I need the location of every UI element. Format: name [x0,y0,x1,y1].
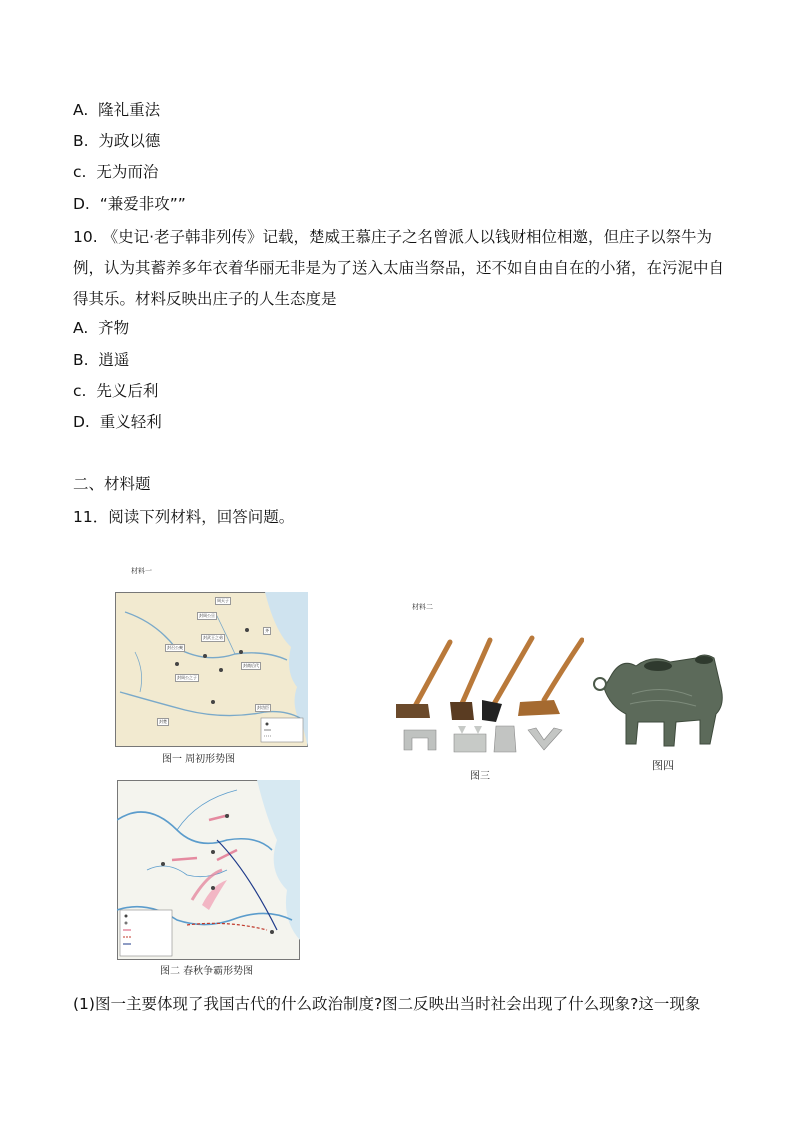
fig1-zhou-map: 周天子 封周公旦 齐 封召公奭 封武王之弟 封商后代 封周公之子 封楚 封功臣 [115,592,308,747]
fig2-map-drawing [117,780,300,960]
q9-option-c: c. 无为而治 [73,163,159,181]
q10-option-a: A. 齐物 [73,319,130,337]
material1-label: 材料一 [131,567,152,575]
fig4-vessel-drawing [592,644,734,754]
fig3-farm-tools [392,630,584,765]
fig4-caption: 图四 [652,759,674,772]
fig1-caption: 图一 周初形势图 [162,754,236,765]
q9-option-d: D. “兼爱非攻”” [73,195,186,213]
q10-option-c: c. 先义后利 [73,382,159,400]
q11-intro: 11．阅读下列材料，回答问题。 [73,508,295,526]
fig3-tools-drawing [392,630,584,765]
section-heading: 二、材料题 [73,475,151,493]
q9-option-a: A. 隆礼重法 [73,101,161,119]
fig2-chunqiu-map [117,780,300,960]
material2-label: 材料二 [412,603,433,611]
q11-part1: (1)图一主要体现了我国古代的什么政治制度?图二反映出当时社会出现了什么现象?这一现象 [73,995,701,1013]
q10-stem: 10. 《史记·老子韩非列传》记载，楚威王慕庄子之名曾派人以钱财相位相邀，但庄子以祭牛为例，认为其蓄养多年衣着华丽无非是为了送入太庙当祭品，还不如自由自在的小猪，在污泥中自得其乐。材料反映出庄子的人生态度是 [73,228,725,308]
fig4-bronze-vessel [592,644,734,754]
q9-option-b: B. 为政以德 [73,132,161,150]
q10-option-d: D. 重义轻利 [73,413,162,431]
q10-option-b: B. 逍遥 [73,351,130,369]
fig3-caption: 图三 [470,771,490,782]
fig2-caption: 图二 春秋争霸形势图 [160,966,254,977]
